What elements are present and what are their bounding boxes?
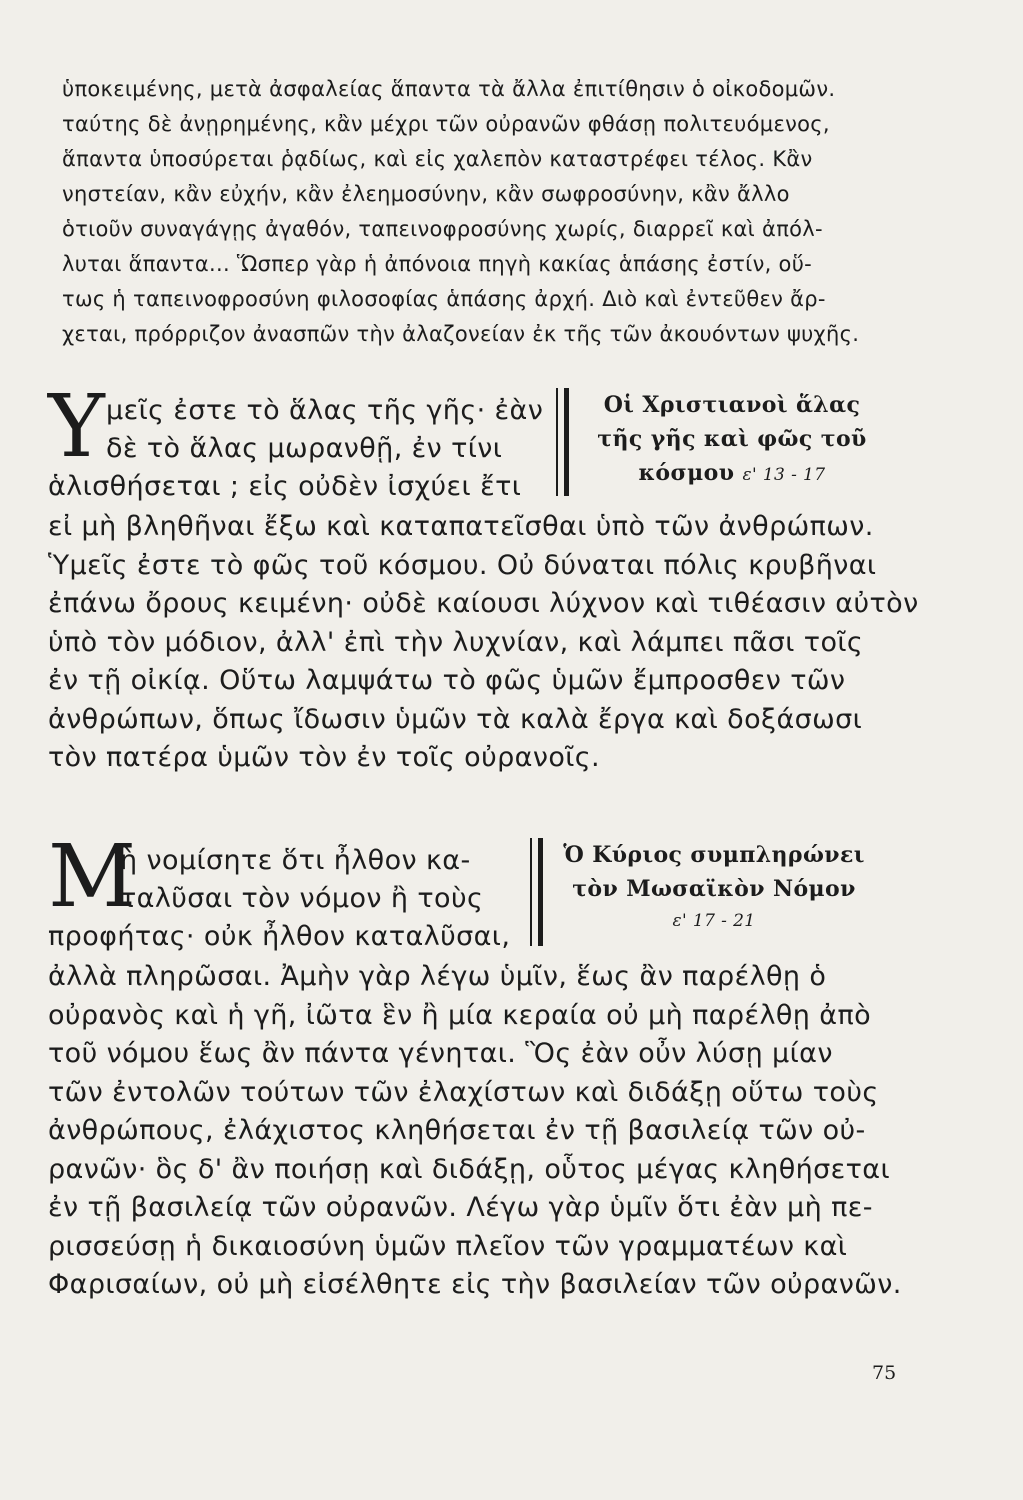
side-heading-2 <box>554 838 874 936</box>
section-1-heading <box>48 377 908 508</box>
commentary-line: ὑποκειμένης, μετὰ ἀσφαλείας ἅπαντα τὰ ἄλλα ἐπιτίθησιν ὁ οἰκοδομῶν. <box>62 77 836 101</box>
scripture-line: ὑπὸ τὸν μόδιον, ἀλλ' ἐπὶ τὴν λυχνίαν, καὶ λάμπει πᾶσι τοῖς <box>48 626 864 658</box>
page-number: 75 <box>872 1362 897 1384</box>
divider-rule <box>564 388 569 496</box>
scripture-line: τοῦ νόμου ἕως ἂν πάντα γένηται. Ὃς ἐὰν οὖν λύσῃ μίαν <box>48 1038 833 1069</box>
section-2-body <box>48 958 908 1305</box>
side-title: Οἱ Χριστιανοὶ ἅλας <box>603 392 861 418</box>
commentary-line: χεται, πρόρριζον ἀνασπῶν τὴν ἀλαζονείαν ἐκ τῆς τῶν ἀκουόντων ψυχῆς. <box>62 322 860 346</box>
section-2-heading <box>48 827 908 958</box>
commentary-line: ὁτιοῦν συναγάγῃς ἀγαθόν, ταπεινοφροσύνης χωρίς, διαρρεῖ καὶ ἀπόλ- <box>62 217 823 241</box>
side-heading-1 <box>582 388 882 492</box>
drop-cap: Υ <box>48 377 106 477</box>
scripture-line: ρισσεύσῃ ἡ δικαιοσύνη ὑμῶν πλεῖον τῶν γραμματέων καὶ <box>48 1230 848 1262</box>
scripture-line: ἐν τῇ οἰκίᾳ. Οὕτω λαμψάτω τὸ φῶς ὑμῶν ἔμπροσθεν τῶν <box>48 665 846 696</box>
scripture-line: μεῖς ἐστε τὸ ἅλας τῆς γῆς· ἐὰν <box>106 395 544 426</box>
divider-rule <box>530 838 532 946</box>
commentary-line: ταύτης δὲ ἀνῃρημένης, κἂν μέχρι τῶν οὐρανῶν φθάσῃ πολιτευόμενος, <box>62 112 830 136</box>
verse-reference: ε' 17 - 21 <box>672 911 756 931</box>
divider-rule <box>556 388 558 496</box>
commentary-line: νηστείαν, κἂν εὐχήν, κἂν ἐλεημοσύνην, κἂν σωφροσύνην, κἂν ἄλλο <box>62 182 790 206</box>
commentary-line: λυται ἅπαντα... Ὥσπερ γὰρ ἡ ἀπόνοια πηγὴ κακίας ἁπάσης ἐστίν, οὕ- <box>62 252 813 276</box>
scripture-line: Ὑμεῖς ἐστε τὸ φῶς τοῦ κόσμου. Οὐ δύναται πόλις κρυβῆναι <box>48 549 877 581</box>
scripture-line: ἐπάνω ὄρους κειμένη· οὐδὲ καίουσι λύχνον καὶ τιθέασιν αὐτὸν <box>48 588 919 619</box>
scripture-line: τῶν ἐντολῶν τούτων τῶν ἐλαχίστων καὶ διδάξῃ οὕτω τοὺς <box>48 1076 879 1108</box>
divider-rule <box>538 838 543 946</box>
scripture-section-2 <box>48 827 908 1305</box>
verse-reference: ε' 13 - 17 <box>742 465 826 485</box>
scripture-line: ὴ νομίσητε ὅτι ἦλθον κα- <box>120 845 471 876</box>
commentary-text <box>62 72 888 352</box>
side-title: τῆς γῆς καὶ φῶς τοῦ <box>597 426 867 452</box>
scripture-line: ἀνθρώπων, ὅπως ἴδωσιν ὑμῶν τὰ καλὰ ἔργα καὶ δοξάσωσι <box>48 703 863 735</box>
scripture-line: ρανῶν· ὃς δ' ἂν ποιήσῃ καὶ διδάξῃ, οὗτος μέγας κληθήσεται <box>48 1153 891 1185</box>
scripture-line: Φαρισαίων, οὐ μὴ εἰσέλθητε εἰς τὴν βασιλείαν τῶν οὐρανῶν. <box>48 1269 902 1300</box>
scripture-line: ἐν τῇ βασιλείᾳ τῶν οὐρανῶν. Λέγω γὰρ ὑμῖν ὅτι ἐὰν μὴ πε- <box>48 1192 873 1223</box>
commentary-line: ἅπαντα ὑποσύρεται ῥᾳδίως, καὶ εἰς χαλεπὸν καταστρέφει τέλος. Κἂν <box>62 147 813 171</box>
side-title: κόσμου <box>638 460 735 486</box>
scripture-section-1 <box>48 377 919 778</box>
drop-cap: Μ <box>48 827 137 927</box>
scripture-line: ἀνθρώπους, ἐλάχιστος κληθήσεται ἐν τῇ βασιλείᾳ τῶν οὐ- <box>48 1115 866 1146</box>
side-title: τὸν Μωσαϊκὸν Νόμον <box>572 876 856 902</box>
scripture-line: ταλῦσαι τὸν νόμον ἢ τοὺς <box>120 883 484 914</box>
scripture-line: τὸν πατέρα ὑμῶν τὸν ἐν τοῖς οὐρανοῖς. <box>48 742 601 773</box>
scripture-line: ἁλισθήσεται ; εἰς οὐδὲν ἰσχύει ἔτι <box>48 471 522 502</box>
scripture-line: προφήτας· οὐκ ἦλθον καταλῦσαι, <box>48 921 511 952</box>
scripture-line: εἰ μὴ βληθῆναι ἔξω καὶ καταπατεῖσθαι ὑπὸ τῶν ἀνθρώπων. <box>48 511 874 542</box>
side-title: Ὁ Κύριος συμπληρώνει <box>563 842 865 868</box>
commentary-line: τως ἡ ταπεινοφροσύνη φιλοσοφίας ἁπάσης ἀρχή. Διὸ καὶ ἐντεῦθεν ἄρ- <box>62 287 826 311</box>
scripture-line: ἀλλὰ πληρῶσαι. Ἀμὴν γὰρ λέγω ὑμῖν, ἕως ἂν παρέλθῃ ὁ <box>48 961 827 992</box>
scripture-line: δὲ τὸ ἅλας μωρανθῇ, ἐν τίνι <box>106 433 503 464</box>
scripture-line: οὐρανὸς καὶ ἡ γῆ, ἰῶτα ἓν ἢ μία κεραία οὐ μὴ παρέλθῃ ἀπὸ <box>48 999 872 1031</box>
section-1-body <box>48 508 919 778</box>
